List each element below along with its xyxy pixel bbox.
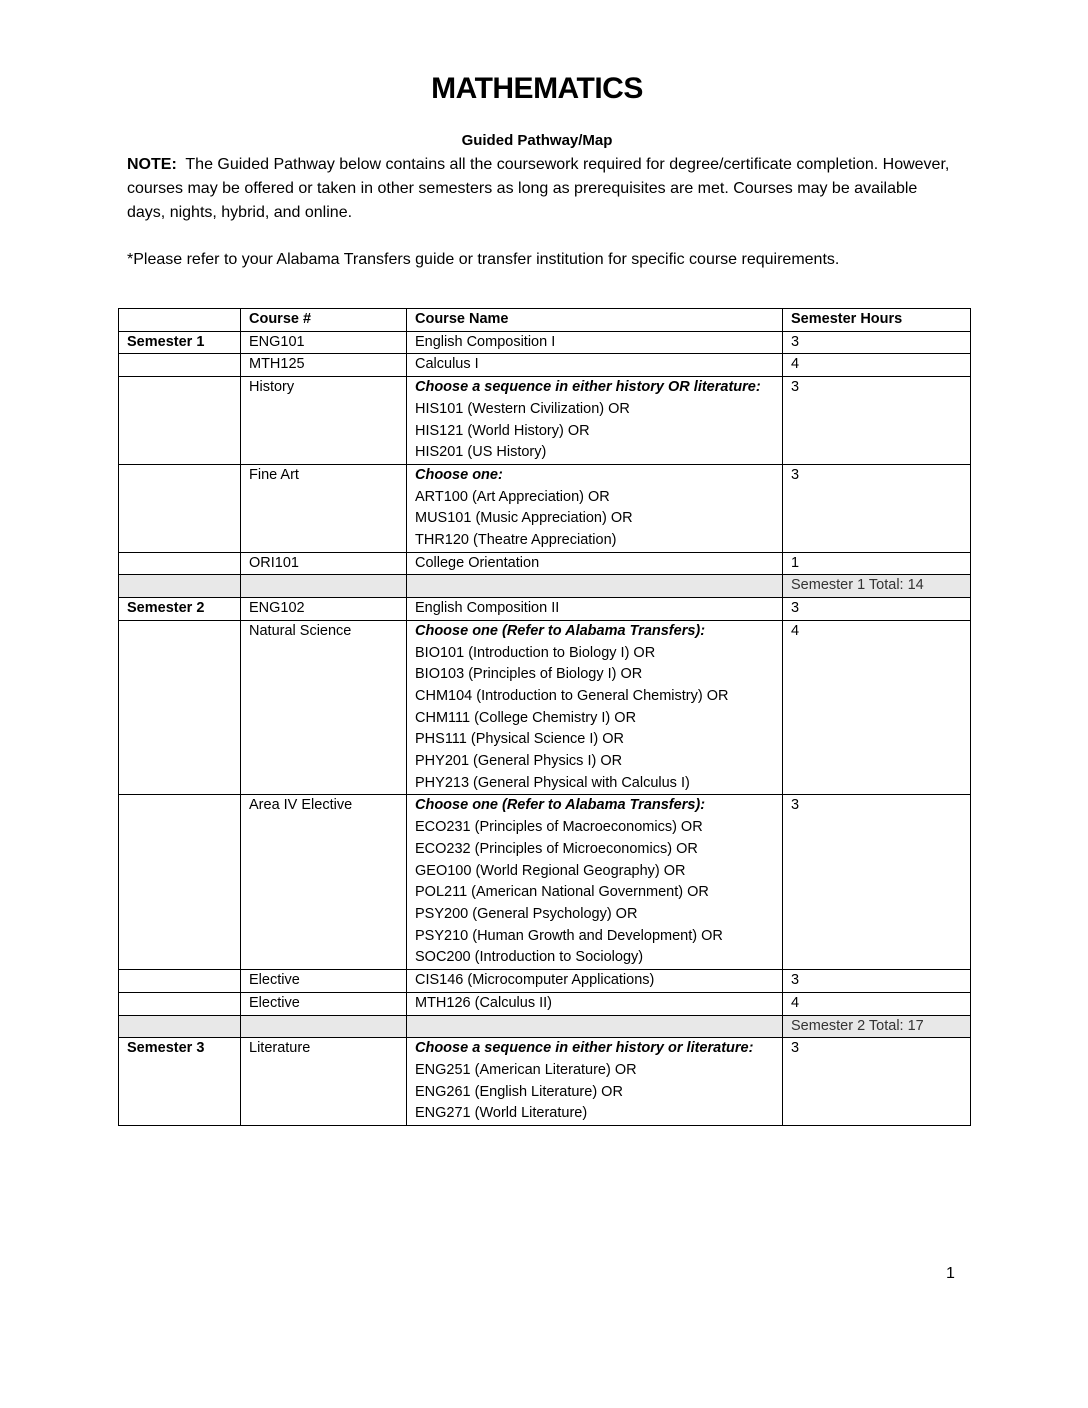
course-number: Literature [241, 1038, 407, 1126]
semester-hours: 4 [783, 620, 971, 795]
table-row [119, 377, 971, 465]
course-option: HIS201 (US History) [415, 444, 547, 461]
semester-label [119, 354, 241, 377]
page-title: MATHEMATICS [431, 72, 643, 105]
course-option: PHS111 (Physical Science I) OR [415, 731, 624, 748]
course-number: Fine Art [241, 464, 407, 552]
course-name: English Composition I [407, 331, 783, 354]
course-number: ORI101 [241, 552, 407, 575]
course-number: Elective [241, 970, 407, 993]
semester-label [119, 377, 241, 465]
semester-hours: 3 [783, 970, 971, 993]
empty-cell [241, 1015, 407, 1038]
course-option: THR120 (Theatre Appreciation) [415, 532, 617, 549]
table-row [119, 620, 971, 795]
table-row [119, 598, 971, 621]
semester-hours: 3 [783, 464, 971, 552]
note-label: NOTE: [127, 156, 177, 173]
empty-cell [407, 575, 783, 598]
note-text: The Guided Pathway below contains all the coursework required for degree/certificate completion. However, courses may be offered or taken in other semesters as long as prerequisites are met. Courses may be available days, nights, hybrid, and online. [127, 156, 950, 221]
semester-total-row [119, 1015, 971, 1038]
choose-instruction: Choose a sequence in either history OR literature: [415, 379, 761, 396]
course-option: HIS121 (World History) OR [415, 422, 590, 439]
course-name: English Composition II [407, 598, 783, 621]
table-row [119, 992, 971, 1015]
course-name: Calculus I [407, 354, 783, 377]
semester-label [119, 620, 241, 795]
course-option: HIS101 (Western Civilization) OR [415, 400, 630, 417]
course-option: ENG251 (American Literature) OR [415, 1061, 637, 1078]
semester-label [119, 992, 241, 1015]
course-option: SOC200 (Introduction to Sociology) [415, 949, 644, 966]
table-row [119, 795, 971, 970]
choose-instruction: Choose one (Refer to Alabama Transfers): [415, 622, 706, 639]
transfer-guide-note: *Please refer to your Alabama Transfers guide or transfer institution for specific course requirements. [127, 251, 840, 268]
semester-hours: 4 [783, 354, 971, 377]
semester-hours: 3 [783, 331, 971, 354]
page-subtitle: Guided Pathway/Map [461, 132, 613, 149]
course-number: Elective [241, 992, 407, 1015]
semester-hours: 3 [783, 1038, 971, 1126]
course-option: ENG271 (World Literature) [415, 1105, 588, 1122]
semester-hours: 1 [783, 552, 971, 575]
course-option: GEO100 (World Regional Geography) OR [415, 862, 686, 879]
header-semester-hours: Semester Hours [783, 309, 971, 332]
course-option: CHM111 (College Chemistry I) OR [415, 709, 637, 726]
semester-hours: 4 [783, 992, 971, 1015]
table-row [119, 331, 971, 354]
course-option: ART100 (Art Appreciation) OR [415, 488, 610, 505]
course-options [407, 795, 783, 970]
page-number: 1 [946, 1265, 955, 1282]
semester-label: Semester 1 [119, 331, 241, 354]
header-semester [119, 309, 241, 332]
course-option: PHY213 (General Physical with Calculus I) [415, 774, 690, 791]
course-name: CIS146 (Microcomputer Applications) [407, 970, 783, 993]
course-pathway-table [118, 308, 971, 1126]
semester-label [119, 552, 241, 575]
course-option: PHY201 (General Physics I) OR [415, 753, 623, 770]
empty-cell [407, 1015, 783, 1038]
table-header-row [119, 309, 971, 332]
course-option: PSY200 (General Psychology) OR [415, 905, 638, 922]
course-option: BIO101 (Introduction to Biology I) OR [415, 644, 656, 661]
course-option: POL211 (American National Government) OR [415, 884, 709, 901]
course-number: Area IV Elective [241, 795, 407, 970]
table-row [119, 464, 971, 552]
choose-instruction: Choose a sequence in either history or literature: [415, 1040, 754, 1057]
semester-total: Semester 1 Total: 14 [783, 575, 971, 598]
course-name: College Orientation [407, 552, 783, 575]
table-row [119, 552, 971, 575]
header-course-name: Course Name [407, 309, 783, 332]
course-option: ENG261 (English Literature) OR [415, 1083, 623, 1100]
empty-cell [119, 1015, 241, 1038]
table-row [119, 1038, 971, 1126]
empty-cell [119, 575, 241, 598]
semester-label [119, 464, 241, 552]
course-options [407, 464, 783, 552]
course-options [407, 620, 783, 795]
course-number: MTH125 [241, 354, 407, 377]
semester-hours: 3 [783, 795, 971, 970]
semester-label [119, 970, 241, 993]
semester-hours: 3 [783, 377, 971, 465]
course-number: History [241, 377, 407, 465]
note-paragraph [127, 153, 957, 225]
course-option: ECO231 (Principles of Macroeconomics) OR [415, 819, 703, 836]
course-option: CHM104 (Introduction to General Chemistry) OR [415, 687, 729, 704]
course-number: ENG101 [241, 331, 407, 354]
course-option: PSY210 (Human Growth and Development) OR [415, 927, 723, 944]
course-option: MUS101 (Music Appreciation) OR [415, 510, 633, 527]
semester-label: Semester 3 [119, 1038, 241, 1126]
choose-instruction: Choose one (Refer to Alabama Transfers): [415, 797, 706, 814]
empty-cell [241, 575, 407, 598]
semester-label [119, 795, 241, 970]
choose-instruction: Choose one: [415, 466, 503, 483]
semester-label: Semester 2 [119, 598, 241, 621]
course-name: MTH126 (Calculus II) [407, 992, 783, 1015]
semester-hours: 3 [783, 598, 971, 621]
course-options [407, 377, 783, 465]
semester-total: Semester 2 Total: 17 [783, 1015, 971, 1038]
course-option: BIO103 (Principles of Biology I) OR [415, 666, 643, 683]
course-option: ECO232 (Principles of Microeconomics) OR [415, 840, 698, 857]
table-row [119, 970, 971, 993]
header-course-number: Course # [241, 309, 407, 332]
course-options [407, 1038, 783, 1126]
course-number: Natural Science [241, 620, 407, 795]
course-number: ENG102 [241, 598, 407, 621]
table-row [119, 354, 971, 377]
semester-total-row [119, 575, 971, 598]
